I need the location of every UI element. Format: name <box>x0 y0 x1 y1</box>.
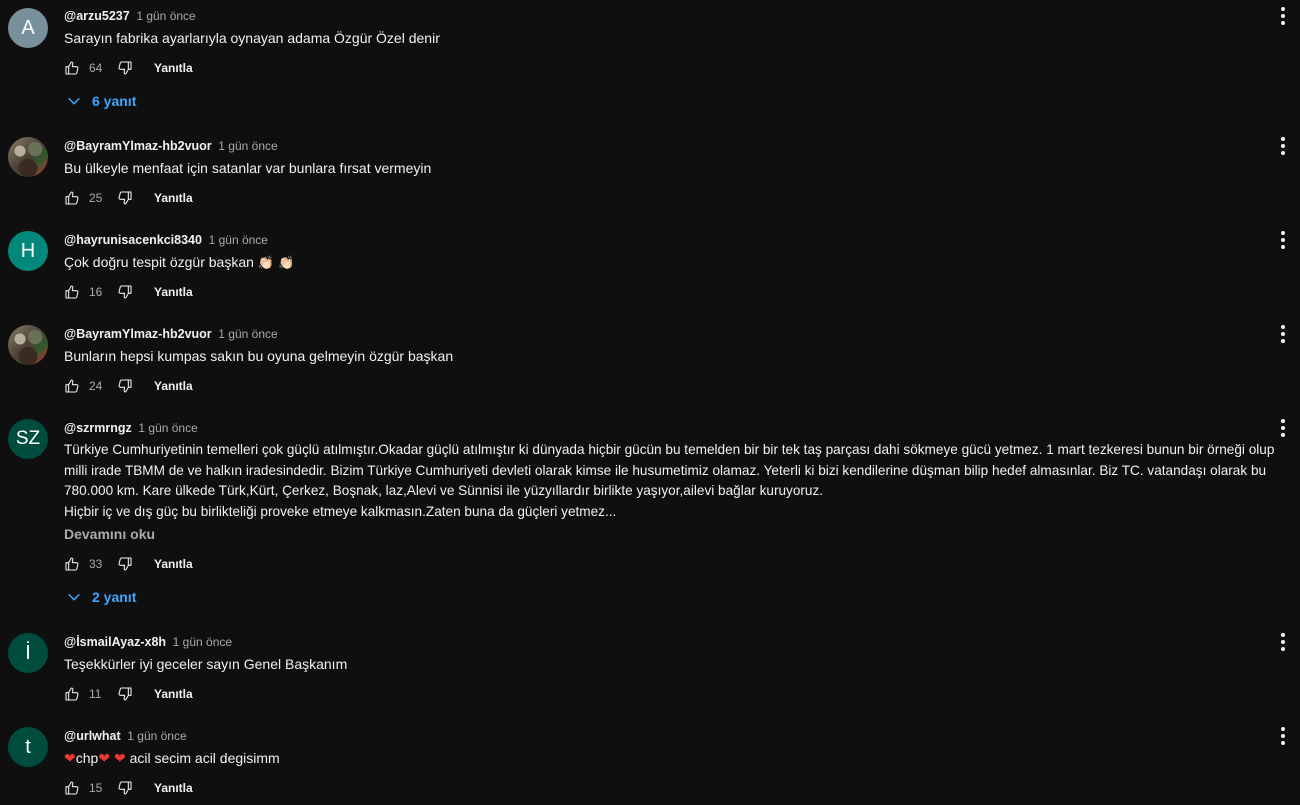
reply-button[interactable]: Yanıtla <box>154 557 193 571</box>
kebab-menu-icon[interactable] <box>1276 324 1290 344</box>
thumb-down-icon[interactable] <box>117 190 133 206</box>
kebab-menu-icon[interactable] <box>1276 6 1290 26</box>
chevron-down-icon <box>66 93 82 109</box>
author-name[interactable]: @urlwhat <box>64 729 121 743</box>
reply-button[interactable]: Yanıtla <box>154 61 193 75</box>
comment-header <box>64 8 196 23</box>
comment-header <box>64 728 187 743</box>
kebab-menu-icon[interactable] <box>1276 632 1290 652</box>
timestamp[interactable]: 1 gün önce <box>218 327 278 341</box>
comment-actions <box>64 776 193 800</box>
author-name[interactable]: @hayrunisacenkci8340 <box>64 233 202 247</box>
avatar[interactable]: İ <box>8 633 48 673</box>
heart-emoji: ❤ <box>113 751 126 767</box>
avatar[interactable]: t <box>8 727 48 767</box>
kebab-menu-icon[interactable] <box>1276 136 1290 156</box>
comment-actions <box>64 186 193 210</box>
thumb-down-icon[interactable] <box>117 780 133 796</box>
like-count: 64 <box>89 61 103 75</box>
comment-text: Bu ülkeyle menfaat için satanlar var bunlara fırsat vermeyin <box>64 160 432 176</box>
reply-button[interactable]: Yanıtla <box>154 191 193 205</box>
timestamp[interactable]: 1 gün önce <box>172 635 233 649</box>
thumb-down-icon[interactable] <box>117 686 133 702</box>
kebab-menu-icon[interactable] <box>1276 726 1290 746</box>
heart-emoji: ❤ <box>98 751 111 767</box>
author-name[interactable]: @szrmrngz <box>64 421 132 435</box>
thumb-up-icon[interactable] <box>64 190 80 206</box>
avatar[interactable]: SZ <box>8 419 48 459</box>
thumb-down-icon[interactable] <box>117 284 133 300</box>
comment-header <box>64 232 268 247</box>
kebab-menu-icon[interactable] <box>1276 418 1290 438</box>
read-more-button[interactable]: Devamını oku <box>64 526 156 542</box>
view-replies-button[interactable] <box>66 93 136 109</box>
avatar[interactable] <box>8 137 48 177</box>
heart-emoji: ❤ <box>64 751 76 767</box>
comment-actions <box>64 280 193 304</box>
timestamp[interactable]: 1 gün önce <box>136 9 196 23</box>
comment-actions <box>64 552 193 576</box>
comment-header <box>64 138 278 153</box>
timestamp[interactable]: 1 gün önce <box>127 729 187 743</box>
reply-button[interactable]: Yanıtla <box>154 781 193 795</box>
reply-button[interactable]: Yanıtla <box>154 687 193 701</box>
comment-actions <box>64 374 193 398</box>
comment-text <box>64 440 1282 522</box>
comment-text-paragraph: Hiçbir iç ve dış güç bu birlikteliği proveke etmeye kalkmasın.Zaten buna da güçleri yetmez... <box>64 503 617 519</box>
comment-header <box>64 420 198 435</box>
timestamp[interactable]: 1 gün önce <box>208 233 268 247</box>
comment-text: Sarayın fabrika ayarlarıyla oynayan adama Özgür Özel denir <box>64 30 440 46</box>
comment-text: Bunların hepsi kumpas sakın bu oyuna gelmeyin özgür başkan <box>64 348 454 364</box>
thumb-up-icon[interactable] <box>64 780 80 796</box>
thumb-up-icon[interactable] <box>64 686 80 702</box>
comment-text <box>64 748 1284 770</box>
timestamp[interactable]: 1 gün önce <box>138 421 198 435</box>
thumb-down-icon[interactable] <box>117 60 133 76</box>
thumb-up-icon[interactable] <box>64 60 80 76</box>
comment-text-paragraph: Türkiye Cumhuriyetinin temelleri çok güçlü atılmıştır.Okadar güçlü atılmıştır ki dünyada hiçbir gücün bu temelden bir bir tek taş parçası dahi sökmeye gücü yetmez. 1 mart tezkeresi bunun bir örneği olup milli irade TBMM de ve halkın iradesindedir. Bizim Türkiye Cumhuriyeti devleti olarak kimse ile husumetimiz olamaz. Yeterli ki bizi kendilerine düşman bilip hedef almasınlar. Biz TC. vatandaşı olarak bu 780.000 km. Kare ülkede Türk,Kürt, Çerkez, Boşnak, laz,Alevi ve Sünnisi ile yüzyıllardır birlikte yaşıyor,ailevi bağlar kuruyoruz. <box>64 442 1275 498</box>
comment-actions <box>64 682 193 706</box>
comment-text-body: acil secim acil degisimm <box>129 750 280 766</box>
thumb-up-icon[interactable] <box>64 556 80 572</box>
replies-count: 6 yanıt <box>92 93 137 109</box>
avatar[interactable] <box>8 325 48 365</box>
comment-text: Teşekkürler iyi geceler sayın Genel Başkanım <box>64 656 348 672</box>
reply-button[interactable]: Yanıtla <box>154 379 193 393</box>
comment-text-body: chp <box>75 750 99 766</box>
thumb-up-icon[interactable] <box>64 378 80 394</box>
like-count: 15 <box>89 781 103 795</box>
chevron-down-icon <box>66 589 82 605</box>
reply-button[interactable]: Yanıtla <box>154 285 193 299</box>
comment-text-body: Çok doğru tespit özgür başkan <box>64 254 254 270</box>
thumb-down-icon[interactable] <box>117 378 133 394</box>
clap-emoji: 👏🏻 👏🏻 <box>257 256 295 271</box>
author-name[interactable]: @BayramYlmaz-hb2vuor <box>64 139 212 153</box>
view-replies-button[interactable] <box>66 589 136 605</box>
replies-count: 2 yanıt <box>92 589 137 605</box>
like-count: 24 <box>89 379 103 393</box>
comment-actions <box>64 56 193 80</box>
like-count: 16 <box>89 285 103 299</box>
avatar[interactable]: A <box>8 8 48 48</box>
comment-header <box>64 326 278 341</box>
like-count: 33 <box>89 557 103 571</box>
kebab-menu-icon[interactable] <box>1276 230 1290 250</box>
thumb-up-icon[interactable] <box>64 284 80 300</box>
thumb-down-icon[interactable] <box>117 556 133 572</box>
like-count: 25 <box>89 191 103 205</box>
comment-text <box>64 252 1284 275</box>
avatar[interactable]: H <box>8 231 48 271</box>
like-count: 11 <box>89 687 102 701</box>
author-name[interactable]: @İsmailAyaz-x8h <box>64 635 167 649</box>
author-name[interactable]: @BayramYlmaz-hb2vuor <box>64 327 212 341</box>
timestamp[interactable]: 1 gün önce <box>218 139 278 153</box>
author-name[interactable]: @arzu5237 <box>64 9 130 23</box>
comment-header <box>64 634 232 649</box>
